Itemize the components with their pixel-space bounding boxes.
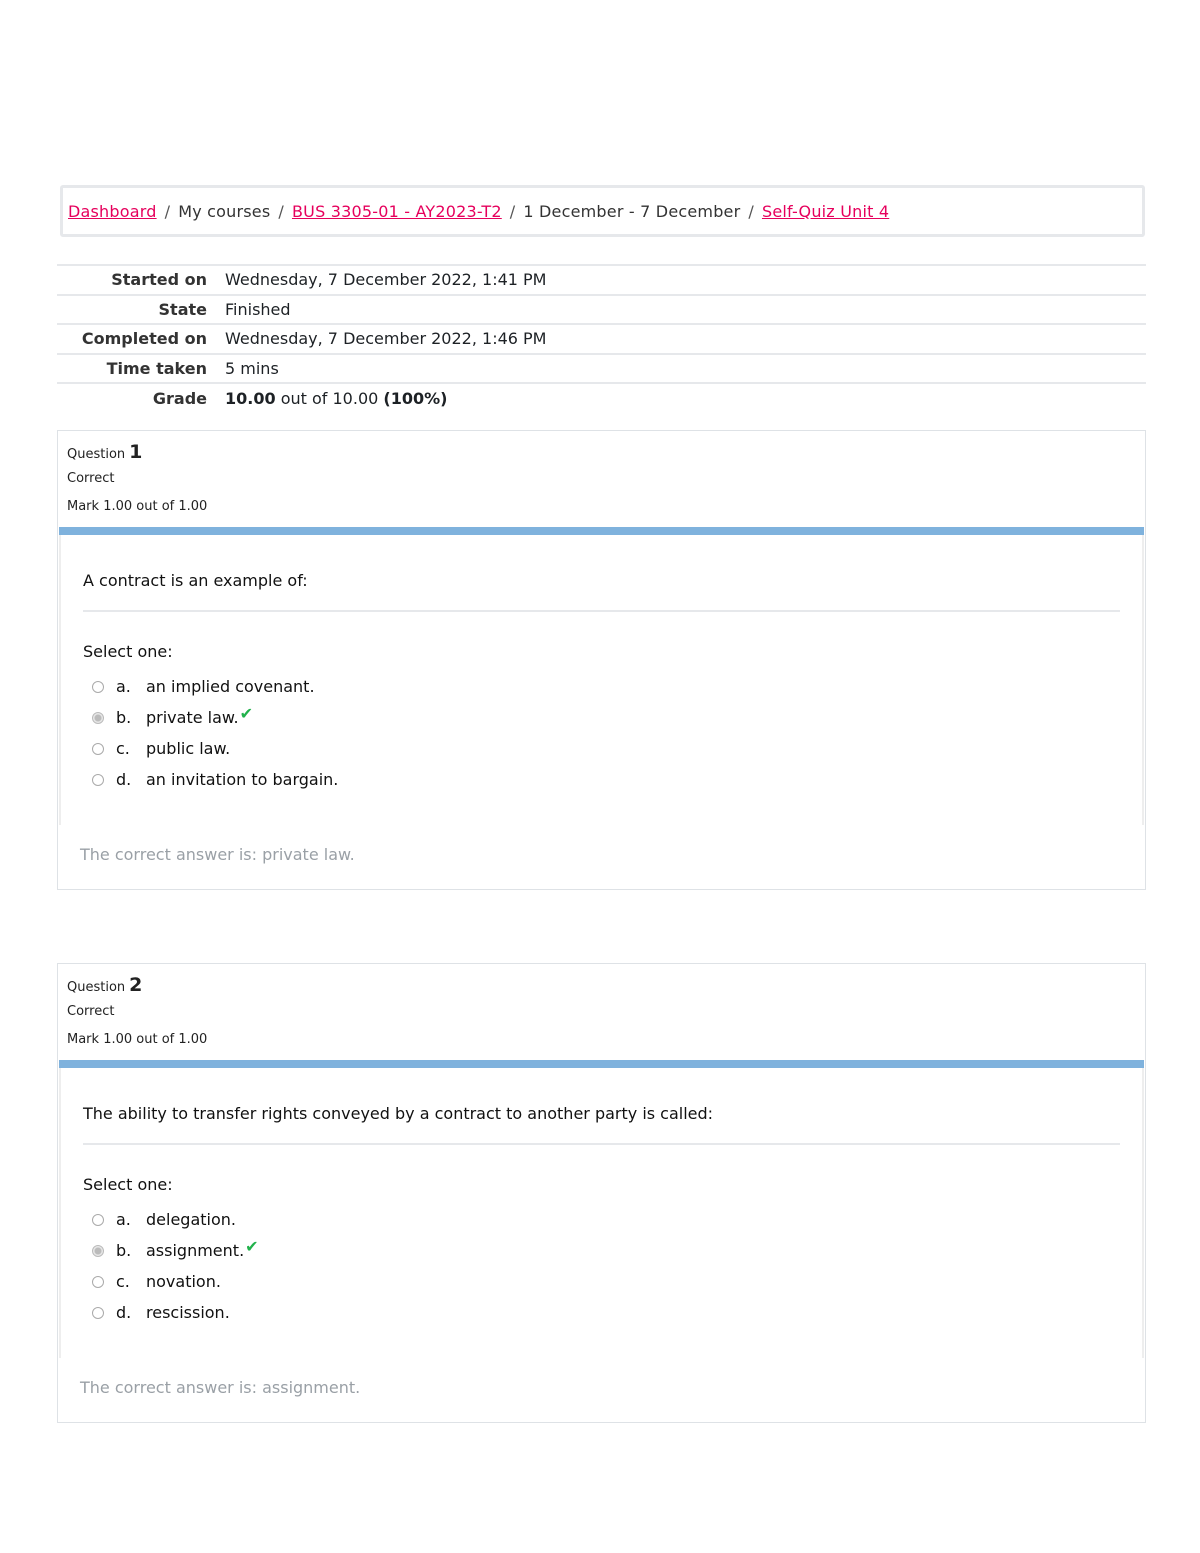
radio-button[interactable] — [92, 1276, 104, 1288]
answer-text: an implied covenant. — [146, 677, 315, 696]
question-mark: Mark 1.00 out of 1.00 — [67, 499, 208, 514]
grade-out-of: out of 10.00 — [280, 389, 379, 409]
answer-letter: c. — [116, 1272, 130, 1291]
question-content — [59, 535, 1144, 825]
breadcrumb-course-link[interactable]: BUS 3305-01 - AY2023-T2 — [291, 201, 502, 221]
completed-label: Completed on — [57, 324, 217, 354]
radio-button[interactable] — [92, 681, 104, 693]
answer-option-a[interactable] — [83, 1204, 1120, 1235]
answer-option-c[interactable] — [83, 733, 1120, 764]
time-label: Time taken — [57, 354, 217, 384]
radio-button[interactable] — [92, 774, 104, 786]
summary-row-time — [57, 354, 1146, 384]
answer-option-b[interactable] — [83, 1235, 1120, 1266]
breadcrumb-my-courses: My courses — [178, 201, 271, 221]
breadcrumb — [60, 185, 1145, 237]
question-number — [67, 974, 1136, 1000]
select-one-prompt: Select one: — [83, 1175, 173, 1194]
summary-row-grade — [57, 383, 1146, 413]
radio-button-selected[interactable] — [92, 1245, 104, 1257]
radio-button-selected[interactable] — [92, 712, 104, 724]
question-number-value: 2 — [129, 974, 143, 996]
answer-letter: b. — [116, 1241, 132, 1260]
state-label: State — [57, 295, 217, 325]
question-1 — [57, 430, 1146, 890]
check-icon: ✔ — [239, 704, 254, 723]
started-value: Wednesday, 7 December 2022, 1:41 PM — [217, 265, 1146, 295]
question-text: A contract is an example of: — [83, 571, 1120, 612]
summary-row-state — [57, 295, 1146, 325]
radio-button[interactable] — [92, 743, 104, 755]
answer-letter: d. — [116, 1303, 132, 1322]
question-label: Question — [67, 980, 126, 995]
correct-answer-feedback: The correct answer is: private law. — [80, 845, 355, 864]
grade-percent: (100%) — [383, 389, 448, 409]
answer-text: an invitation to bargain. — [146, 770, 339, 789]
question-content — [59, 1068, 1144, 1358]
question-text: The ability to transfer rights conveyed by a contract to another party is called: — [83, 1104, 1120, 1145]
grade-value — [217, 383, 1146, 413]
quiz-summary-table — [57, 264, 1146, 413]
radio-button[interactable] — [92, 1307, 104, 1319]
summary-row-completed — [57, 324, 1146, 354]
state-value: Finished — [217, 295, 1146, 325]
breadcrumb-section: 1 December - 7 December — [523, 201, 741, 221]
question-bar — [59, 527, 1144, 535]
grade-score: 10.00 — [225, 389, 276, 409]
answer-letter: a. — [116, 677, 131, 696]
question-state: Correct — [67, 1004, 115, 1019]
time-value: 5 mins — [217, 354, 1146, 384]
question-info — [58, 431, 1145, 527]
answer-option-d[interactable] — [83, 764, 1120, 795]
answer-letter: b. — [116, 708, 132, 727]
answer-text: private law. — [146, 708, 239, 727]
answer-text: public law. — [146, 739, 231, 758]
answer-letter: a. — [116, 1210, 131, 1229]
question-number — [67, 441, 1136, 467]
breadcrumb-quiz-link[interactable]: Self-Quiz Unit 4 — [761, 201, 890, 221]
question-label: Question — [67, 447, 126, 462]
answer-letter: d. — [116, 770, 132, 789]
answer-text: novation. — [146, 1272, 221, 1291]
select-one-prompt: Select one: — [83, 642, 173, 661]
completed-value: Wednesday, 7 December 2022, 1:46 PM — [217, 324, 1146, 354]
summary-row-started — [57, 265, 1146, 295]
correct-answer-feedback: The correct answer is: assignment. — [80, 1378, 361, 1397]
breadcrumb-dashboard-link[interactable]: Dashboard — [68, 201, 157, 221]
question-info — [58, 964, 1145, 1060]
grade-label: Grade — [57, 383, 217, 413]
started-label: Started on — [57, 265, 217, 295]
answer-option-a[interactable] — [83, 671, 1120, 702]
question-mark: Mark 1.00 out of 1.00 — [67, 1032, 208, 1047]
answer-option-d[interactable] — [83, 1297, 1120, 1328]
breadcrumb-separator: / — [509, 201, 516, 221]
question-number-value: 1 — [129, 441, 143, 463]
check-icon: ✔ — [245, 1237, 259, 1256]
answer-text: delegation. — [146, 1210, 236, 1229]
answer-option-c[interactable] — [83, 1266, 1120, 1297]
radio-button[interactable] — [92, 1214, 104, 1226]
answer-option-b[interactable] — [83, 702, 1120, 733]
question-2 — [57, 963, 1146, 1423]
answer-letter: c. — [116, 739, 130, 758]
question-bar — [59, 1060, 1144, 1068]
breadcrumb-separator: / — [278, 201, 284, 221]
breadcrumb-separator: / — [748, 201, 754, 221]
answer-text: rescission. — [146, 1303, 230, 1322]
answer-text: assignment. — [146, 1241, 245, 1260]
breadcrumb-separator: / — [164, 201, 171, 221]
question-state: Correct — [67, 471, 115, 486]
